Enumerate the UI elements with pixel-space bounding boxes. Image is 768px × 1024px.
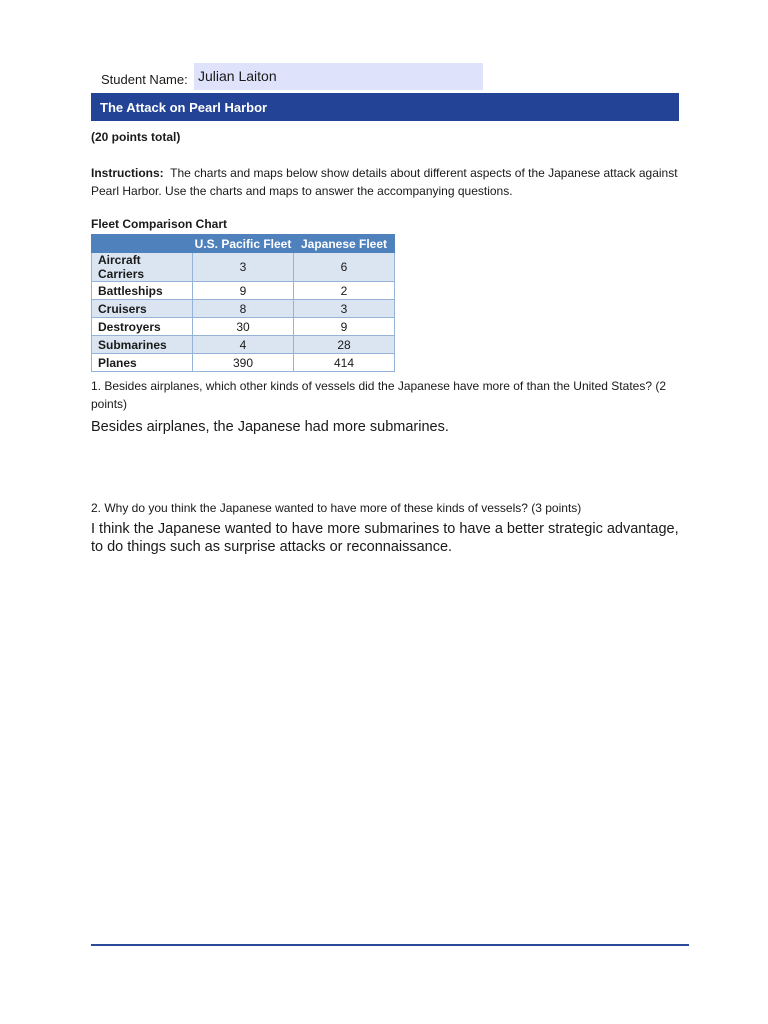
us-value: 30 — [193, 318, 294, 336]
answer-1[interactable]: Besides airplanes, the Japanese had more submarines. — [91, 419, 449, 435]
row-label: Destroyers — [92, 318, 193, 336]
student-name-label: Student Name: — [101, 72, 188, 87]
table-row — [92, 253, 395, 282]
japan-value: 6 — [294, 253, 395, 282]
footer-divider — [91, 944, 689, 946]
question-2: 2. Why do you think the Japanese wanted to have more of these kinds of vessels? (3 points) — [91, 501, 582, 515]
table-row — [92, 300, 395, 318]
table-header-row — [92, 235, 395, 253]
table-row — [92, 282, 395, 300]
table-row — [92, 354, 395, 372]
answer-2[interactable]: I think the Japanese wanted to have more submarines to have a better strategic advantage, to do things such as surprise attacks or reconnaissance. — [91, 521, 679, 555]
header-japanese-fleet: Japanese Fleet — [294, 235, 395, 253]
chart-title: Fleet Comparison Chart — [91, 217, 228, 231]
header-blank — [92, 235, 193, 253]
student-name-field[interactable]: Julian Laiton — [194, 63, 483, 90]
japan-value: 2 — [294, 282, 395, 300]
question-1: 1. Besides airplanes, which other kinds of vessels did the Japanese have more of than the United States? (2 points) — [91, 379, 667, 411]
japan-value: 3 — [294, 300, 395, 318]
instructions-label: Instructions: — [91, 166, 164, 180]
us-value: 390 — [193, 354, 294, 372]
row-label: Aircraft Carriers — [92, 253, 193, 282]
row-label: Submarines — [92, 336, 193, 354]
us-value: 8 — [193, 300, 294, 318]
page-title: The Attack on Pearl Harbor — [91, 93, 679, 121]
row-label: Planes — [92, 354, 193, 372]
japan-value: 28 — [294, 336, 395, 354]
table-row — [92, 318, 395, 336]
us-value: 3 — [193, 253, 294, 282]
instructions-text: The charts and maps below show details about different aspects of the Japanese attack against Pearl Harbor. Use the charts and maps to answer the accompanying questions. — [91, 166, 678, 198]
table-row — [92, 336, 395, 354]
fleet-comparison-table — [91, 234, 395, 372]
us-value: 9 — [193, 282, 294, 300]
instructions — [91, 164, 681, 200]
row-label: Battleships — [92, 282, 193, 300]
row-label: Cruisers — [92, 300, 193, 318]
header-us-fleet: U.S. Pacific Fleet — [193, 235, 294, 253]
us-value: 4 — [193, 336, 294, 354]
japan-value: 414 — [294, 354, 395, 372]
points-total: (20 points total) — [91, 130, 181, 144]
japan-value: 9 — [294, 318, 395, 336]
